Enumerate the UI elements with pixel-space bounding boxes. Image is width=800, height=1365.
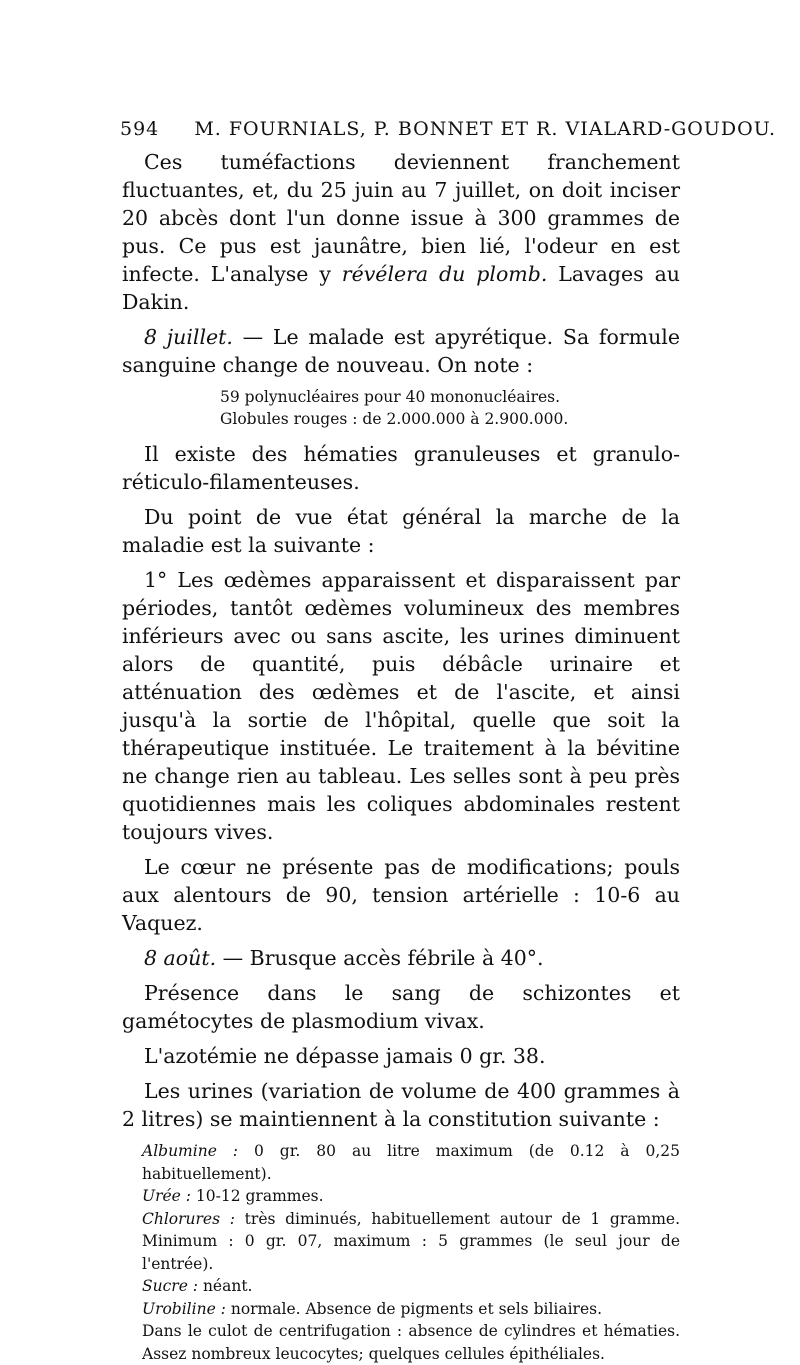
paragraph-abces-text: Ces tuméfactions deviennent franchement fluctuantes, et, du 25 juin au 7 juillet, on doit inciser 20 abcès dont l'un donne issue à 300 grammes de pus. Ce pus est jaunâtre, bien lié, l'odeur en est infecte. L'analyse y [122, 150, 680, 286]
blood-formula [122, 386, 680, 430]
date-8-juillet: 8 juillet. [144, 325, 233, 349]
blood-line-2: Globules rouges : de 2.000.000 à 2.900.000. [220, 410, 569, 428]
urine-chlorures [122, 1208, 680, 1276]
urine-urobiline-label: Urobiline : [142, 1299, 226, 1318]
paragraph-8-juillet [122, 323, 680, 379]
paragraph-8-aout [122, 944, 680, 972]
urine-chlorures-label: Chlorures : [142, 1209, 235, 1228]
date-8-aout: 8 août. [144, 946, 217, 970]
paragraph-azotemie: L'azotémie ne dépasse jamais 0 gr. 38. [144, 1044, 546, 1068]
urine-uree-label: Urée : [142, 1187, 191, 1205]
urine-uree-value: 10-12 grammes. [190, 1187, 324, 1205]
paragraph-abces [122, 148, 680, 316]
paragraph-coeur: Le cœur ne présente pas de modifications; pouls aux alentours de 90, tension artérielle : 10-6 au Vaquez. [122, 855, 680, 935]
urine-sucre [122, 1275, 680, 1298]
urine-chlorures-value: très diminués, habituellement autour de 1 gramme. Minimum : 0 gr. 07, maximum : 5 grammes (le seul jour de l'entrée). [142, 1209, 680, 1273]
blood-line-1: 59 polynucléaires pour 40 mononucléaires. [220, 388, 561, 406]
page-number: 594 [120, 118, 160, 140]
urine-albumine-label: Albumine : [142, 1142, 239, 1160]
urine-urobiline [122, 1298, 680, 1321]
paragraph-8-juillet-text: — Le malade est apyrétique. Sa formule sanguine change de nouveau. On note : [122, 325, 680, 377]
paragraph-abces-italic: révélera du plomb. [341, 262, 548, 286]
urine-albumine [122, 1140, 680, 1185]
paragraph-urines: Les urines (variation de volume de 400 grammes à 2 litres) se maintiennent à la constitution suivante : [122, 1079, 680, 1131]
urine-sucre-value: néant. [198, 1277, 253, 1295]
running-header [120, 118, 776, 140]
paragraph-oedemes: 1° Les œdèmes apparaissent et disparaissent par périodes, tantôt œdèmes volumineux des membres inférieurs avec ou sans ascite, les urines diminuent alors de quantité, puis débâcle urinaire et atténuation des œdèmes et de l'ascite, et ainsi jusqu'à la sortie de l'hôpital, quelle que soit la thérapeutique instituée. Le traitement à la bévitine ne change rien au tableau. Les selles sont à peu près quotidiennes mais les coliques abdominales restent toujours vives. [122, 568, 680, 844]
urine-uree [122, 1185, 680, 1208]
urine-albumine-value: 0 gr. 80 au litre maximum (de 0.12 à 0,25 habituellement). [142, 1142, 680, 1183]
urine-sucre-label: Sucre : [142, 1277, 199, 1295]
urine-analysis [122, 1140, 680, 1365]
paragraph-etat-general: Du point de vue état général la marche de la maladie est la suivante : [122, 505, 680, 557]
paragraph-8-aout-text: — Brusque accès fébrile à 40°. [216, 946, 544, 970]
urine-culot: Dans le culot de centrifugation : absence de cylindres et hématies. Assez nombreux leucocytes; quelques cellules épithéliales. [142, 1322, 680, 1363]
header-authors: M. FOURNIALS, P. BONNET ET R. VIALARD-GOUDOU. [194, 118, 776, 140]
paragraph-abces-tail: Lavages au Dakin. [122, 262, 681, 314]
paragraph-hematies: Il existe des hématies granuleuses et granulo-réticulo-filamenteuses. [122, 442, 680, 494]
paragraph-plasmodium: Présence dans le sang de schizontes et gamétocytes de plasmodium vivax. [122, 981, 680, 1033]
urine-urobiline-value: normale. Absence de pigments et sels biliaires. [225, 1299, 603, 1318]
page-body [122, 148, 680, 1365]
